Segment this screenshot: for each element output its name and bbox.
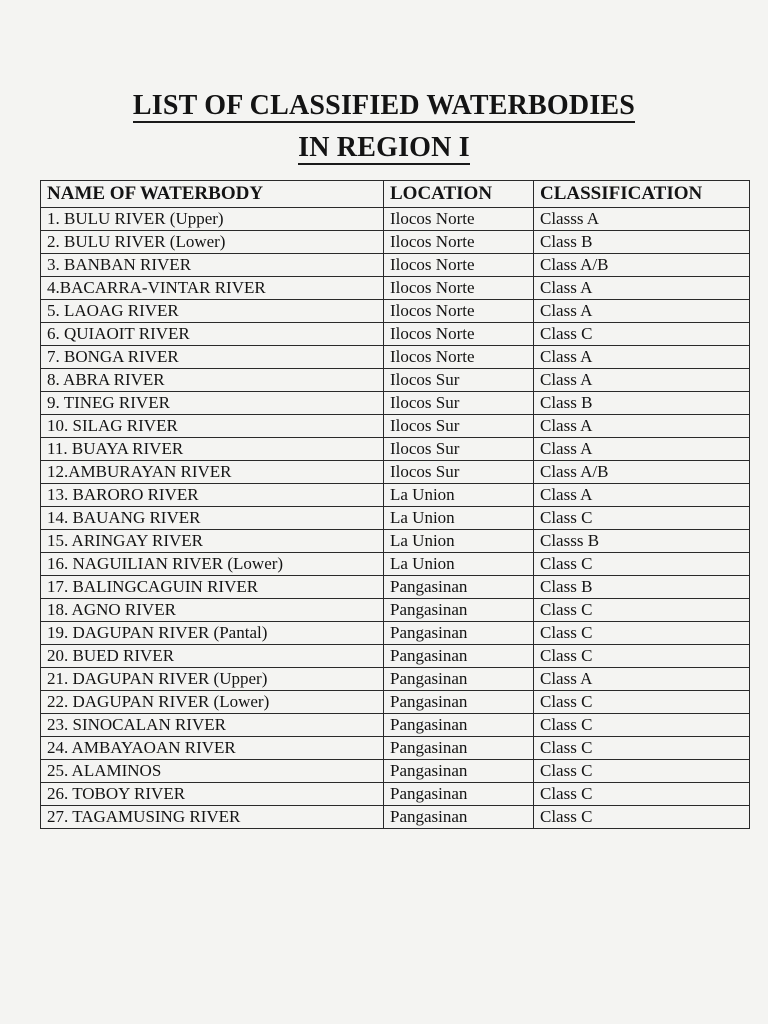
table-row bbox=[41, 461, 750, 484]
cell-classification: Class C bbox=[534, 760, 750, 783]
cell-location: La Union bbox=[384, 553, 534, 576]
cell-location: Ilocos Norte bbox=[384, 208, 534, 231]
table-row bbox=[41, 323, 750, 346]
cell-waterbody-name: 18. AGNO RIVER bbox=[41, 599, 384, 622]
document-title-line-2 bbox=[0, 134, 768, 165]
cell-location: Pangasinan bbox=[384, 760, 534, 783]
cell-waterbody-name: 2. BULU RIVER (Lower) bbox=[41, 231, 384, 254]
cell-location: La Union bbox=[384, 530, 534, 553]
cell-classification: Classs A bbox=[534, 208, 750, 231]
cell-waterbody-name: 4.BACARRA-VINTAR RIVER bbox=[41, 277, 384, 300]
cell-location: La Union bbox=[384, 507, 534, 530]
table-row bbox=[41, 737, 750, 760]
cell-classification: Class B bbox=[534, 231, 750, 254]
cell-location: Pangasinan bbox=[384, 668, 534, 691]
cell-classification: Class A bbox=[534, 346, 750, 369]
table-row bbox=[41, 714, 750, 737]
cell-waterbody-name: 15. ARINGAY RIVER bbox=[41, 530, 384, 553]
cell-waterbody-name: 14. BAUANG RIVER bbox=[41, 507, 384, 530]
cell-classification: Class A bbox=[534, 438, 750, 461]
cell-waterbody-name: 23. SINOCALAN RIVER bbox=[41, 714, 384, 737]
cell-waterbody-name: 8. ABRA RIVER bbox=[41, 369, 384, 392]
title-text-line-2: IN REGION I bbox=[298, 132, 470, 163]
cell-classification: Class A bbox=[534, 277, 750, 300]
table-row bbox=[41, 622, 750, 645]
table-row bbox=[41, 530, 750, 553]
cell-classification: Class C bbox=[534, 553, 750, 576]
table-row bbox=[41, 415, 750, 438]
cell-classification: Class C bbox=[534, 622, 750, 645]
cell-location: Pangasinan bbox=[384, 806, 534, 829]
table-row bbox=[41, 438, 750, 461]
cell-classification: Class A bbox=[534, 369, 750, 392]
cell-classification: Class A/B bbox=[534, 461, 750, 484]
cell-waterbody-name: 5. LAOAG RIVER bbox=[41, 300, 384, 323]
cell-classification: Class C bbox=[534, 806, 750, 829]
cell-location: Ilocos Norte bbox=[384, 346, 534, 369]
table-row bbox=[41, 208, 750, 231]
table-row bbox=[41, 277, 750, 300]
cell-waterbody-name: 1. BULU RIVER (Upper) bbox=[41, 208, 384, 231]
table-row bbox=[41, 231, 750, 254]
cell-classification: Class A bbox=[534, 668, 750, 691]
cell-classification: Class A bbox=[534, 415, 750, 438]
cell-waterbody-name: 6. QUIAOIT RIVER bbox=[41, 323, 384, 346]
cell-waterbody-name: 25. ALAMINOS bbox=[41, 760, 384, 783]
cell-classification: Class C bbox=[534, 783, 750, 806]
header-classification: CLASSIFICATION bbox=[534, 181, 750, 208]
cell-classification: Class C bbox=[534, 714, 750, 737]
cell-location: Pangasinan bbox=[384, 622, 534, 645]
table-row bbox=[41, 783, 750, 806]
table-row bbox=[41, 254, 750, 277]
cell-classification: Class C bbox=[534, 323, 750, 346]
cell-classification: Class C bbox=[534, 645, 750, 668]
table-row bbox=[41, 507, 750, 530]
cell-location: Ilocos Norte bbox=[384, 300, 534, 323]
cell-classification: Class C bbox=[534, 737, 750, 760]
cell-classification: Class B bbox=[534, 576, 750, 599]
cell-location: Ilocos Norte bbox=[384, 323, 534, 346]
cell-location: Pangasinan bbox=[384, 691, 534, 714]
cell-waterbody-name: 12.AMBURAYAN RIVER bbox=[41, 461, 384, 484]
table-row bbox=[41, 369, 750, 392]
table-row bbox=[41, 392, 750, 415]
cell-waterbody-name: 13. BARORO RIVER bbox=[41, 484, 384, 507]
cell-location: Pangasinan bbox=[384, 737, 534, 760]
cell-waterbody-name: 10. SILAG RIVER bbox=[41, 415, 384, 438]
cell-waterbody-name: 22. DAGUPAN RIVER (Lower) bbox=[41, 691, 384, 714]
table-row bbox=[41, 346, 750, 369]
table-row bbox=[41, 576, 750, 599]
cell-location: Ilocos Sur bbox=[384, 415, 534, 438]
cell-classification: Class A bbox=[534, 300, 750, 323]
table-row bbox=[41, 806, 750, 829]
table-header-row bbox=[41, 181, 750, 208]
cell-classification: Class C bbox=[534, 691, 750, 714]
table-row bbox=[41, 645, 750, 668]
cell-location: La Union bbox=[384, 484, 534, 507]
table-row bbox=[41, 599, 750, 622]
cell-waterbody-name: 26. TOBOY RIVER bbox=[41, 783, 384, 806]
cell-location: Pangasinan bbox=[384, 714, 534, 737]
cell-location: Ilocos Norte bbox=[384, 254, 534, 277]
cell-waterbody-name: 11. BUAYA RIVER bbox=[41, 438, 384, 461]
cell-location: Ilocos Norte bbox=[384, 231, 534, 254]
table-row bbox=[41, 553, 750, 576]
waterbodies-table bbox=[40, 180, 750, 829]
cell-waterbody-name: 20. BUED RIVER bbox=[41, 645, 384, 668]
cell-classification: Class B bbox=[534, 392, 750, 415]
cell-classification: Class A/B bbox=[534, 254, 750, 277]
cell-location: Pangasinan bbox=[384, 645, 534, 668]
table-row bbox=[41, 484, 750, 507]
cell-location: Ilocos Sur bbox=[384, 461, 534, 484]
cell-waterbody-name: 21. DAGUPAN RIVER (Upper) bbox=[41, 668, 384, 691]
cell-waterbody-name: 7. BONGA RIVER bbox=[41, 346, 384, 369]
cell-location: Ilocos Sur bbox=[384, 438, 534, 461]
cell-waterbody-name: 9. TINEG RIVER bbox=[41, 392, 384, 415]
cell-waterbody-name: 27. TAGAMUSING RIVER bbox=[41, 806, 384, 829]
cell-location: Pangasinan bbox=[384, 576, 534, 599]
document-title-line-1 bbox=[0, 92, 768, 123]
cell-classification: Class C bbox=[534, 507, 750, 530]
cell-waterbody-name: 3. BANBAN RIVER bbox=[41, 254, 384, 277]
table-body bbox=[41, 208, 750, 829]
cell-waterbody-name: 24. AMBAYAOAN RIVER bbox=[41, 737, 384, 760]
table-row bbox=[41, 760, 750, 783]
header-location: LOCATION bbox=[384, 181, 534, 208]
cell-classification: Classs B bbox=[534, 530, 750, 553]
table-row bbox=[41, 300, 750, 323]
cell-location: Pangasinan bbox=[384, 599, 534, 622]
header-name-of-waterbody: NAME OF WATERBODY bbox=[41, 181, 384, 208]
cell-location: Ilocos Sur bbox=[384, 369, 534, 392]
cell-classification: Class A bbox=[534, 484, 750, 507]
table-row bbox=[41, 691, 750, 714]
cell-location: Ilocos Norte bbox=[384, 277, 534, 300]
cell-waterbody-name: 17. BALINGCAGUIN RIVER bbox=[41, 576, 384, 599]
cell-location: Ilocos Sur bbox=[384, 392, 534, 415]
table-row bbox=[41, 668, 750, 691]
cell-classification: Class C bbox=[534, 599, 750, 622]
cell-waterbody-name: 19. DAGUPAN RIVER (Pantal) bbox=[41, 622, 384, 645]
cell-location: Pangasinan bbox=[384, 783, 534, 806]
cell-waterbody-name: 16. NAGUILIAN RIVER (Lower) bbox=[41, 553, 384, 576]
title-text-line-1: LIST OF CLASSIFIED WATERBODIES bbox=[132, 90, 636, 121]
